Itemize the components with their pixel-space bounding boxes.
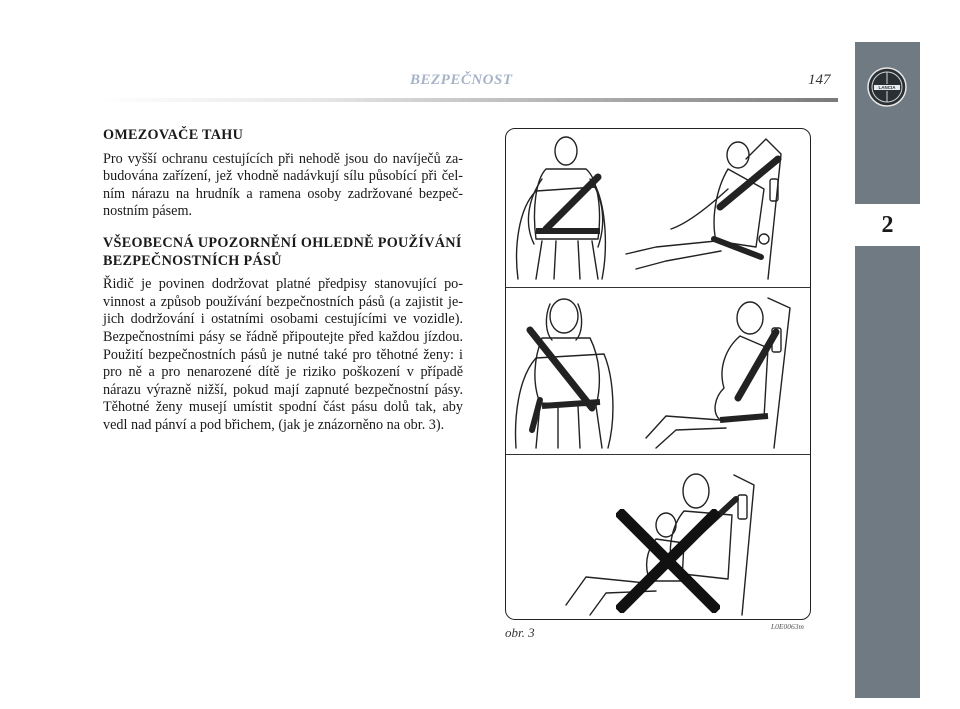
- chapter-tab[interactable]: 2: [855, 204, 920, 246]
- seatbelt-figure: [505, 128, 811, 620]
- cross-mark-icon: [616, 509, 720, 613]
- header-rule: [100, 98, 838, 102]
- paragraph-upozorneni: Řidič je povinen dodržovat platné předpisy stanovující po- vinnost a způsob používání bezpečnostních pásů (a zajistit je- jich dodržování i ostatními osobami cestujícími ve vozidle). Bezpečnostními pásy se řádně připoutejte před každou jízdou. Použití bezpečnostních pásů je nutné také pro těhotné ženy: i pro ně a pro nenarozené dítě je riziko poškození v případě nárazu výrazně nižší, pokud mají zapnuté bezpečnostní pásy. Těhotné ženy musejí umístit spodní část pásu dolů tak, aby vedl nad pánví a pod břichem, (jak je znázorněno na obr. 3).: [103, 276, 463, 433]
- page-number: 147: [808, 72, 831, 88]
- figure-panel-driver: [506, 129, 810, 285]
- section-heading-upozorneni: VŠEOBECNÁ UPOZORNĚNÍ OHLEDNĚ POUŽÍVÁNÍ BEZPEČNOSTNÍCH PÁSŮ: [103, 234, 462, 269]
- running-head: BEZPEČNOST: [410, 72, 513, 88]
- sidebar-bar-bottom: [855, 246, 920, 698]
- figure-caption: obr. 3: [505, 625, 535, 640]
- text-column: [103, 127, 463, 449]
- belted-pregnant-woman-illustration: [506, 288, 810, 453]
- figure-code: L0E0063m: [771, 622, 804, 631]
- belted-man-illustration: [506, 129, 810, 285]
- figure-panel-pregnant: [506, 287, 810, 453]
- logo-text: LANCIA: [878, 85, 896, 90]
- figure-panel-incorrect: [506, 454, 810, 620]
- paragraph-omezovace: Pro vyšší ochranu cestujících při nehodě jsou do navíječů za- budována zařízení, jež vhodně nadávkují sílu působící při čel- ním nárazu na hrudník a ramena osoby zadržované bezpeč- nostním pásem.: [103, 150, 463, 220]
- section-heading-omezovace: OMEZOVAČE TAHU: [103, 127, 244, 143]
- lancia-logo-icon: [866, 66, 908, 108]
